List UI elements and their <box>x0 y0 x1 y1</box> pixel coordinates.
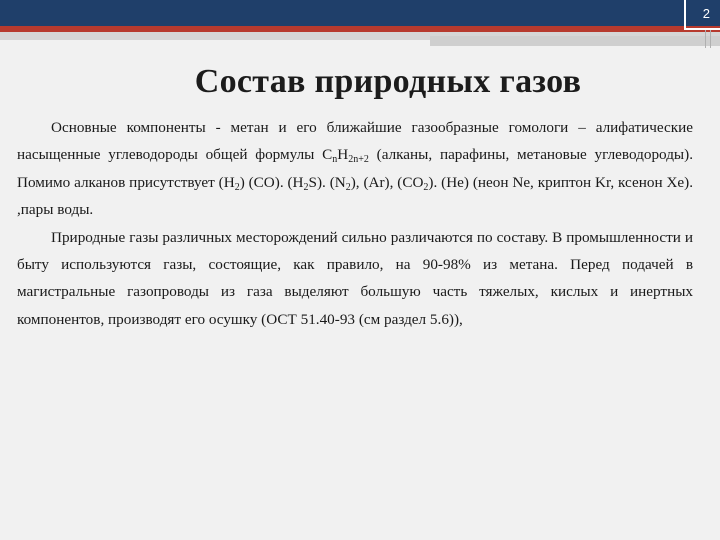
text-run: S). (N <box>308 173 346 191</box>
subscript: 2 <box>303 181 309 193</box>
subscript: 2 <box>423 181 429 193</box>
header-shadow-tab <box>430 36 720 46</box>
slide-body <box>17 114 693 333</box>
subscript: 2 <box>345 181 351 193</box>
slide-title: Состав природных газов <box>194 63 582 100</box>
text-run: ), (Ar), (CO <box>350 173 424 191</box>
text-run: (алканы, парафины, метановые углеводороды). Помимо алканов присутствует (H <box>17 146 693 191</box>
text-run: H <box>337 146 349 164</box>
corner-decoration <box>705 30 720 48</box>
subscript: 2 <box>234 181 240 193</box>
page-number: 2 <box>702 6 710 21</box>
header-band <box>0 0 720 26</box>
text-run: ) (CO). (H <box>239 173 304 191</box>
text-run: Основные компоненты - метан и его ближайшие газообразные гомологи – алифатические насыщенные углеводороды общей формулы C <box>17 119 693 164</box>
subscript: 2n+2 <box>348 154 369 166</box>
paragraph-deposits: Природные газы различных месторождений сильно различаются по составу. В промышленности и быту используются газы, состоящие, как правило, на 90-98% из метана. Перед подачей в магистральные газопроводы из газа выделяют большую часть тяжелых, кислых и инертных компонентов, производят его осушку (ОСТ 51.40-93 (см раздел 5.6)), <box>17 228 693 328</box>
paragraph-composition <box>17 114 693 224</box>
text-run: ). (He) (неон Ne, криптон Kr, ксенон Xe). ,пары воды. <box>17 173 694 219</box>
subscript: n <box>332 154 338 166</box>
